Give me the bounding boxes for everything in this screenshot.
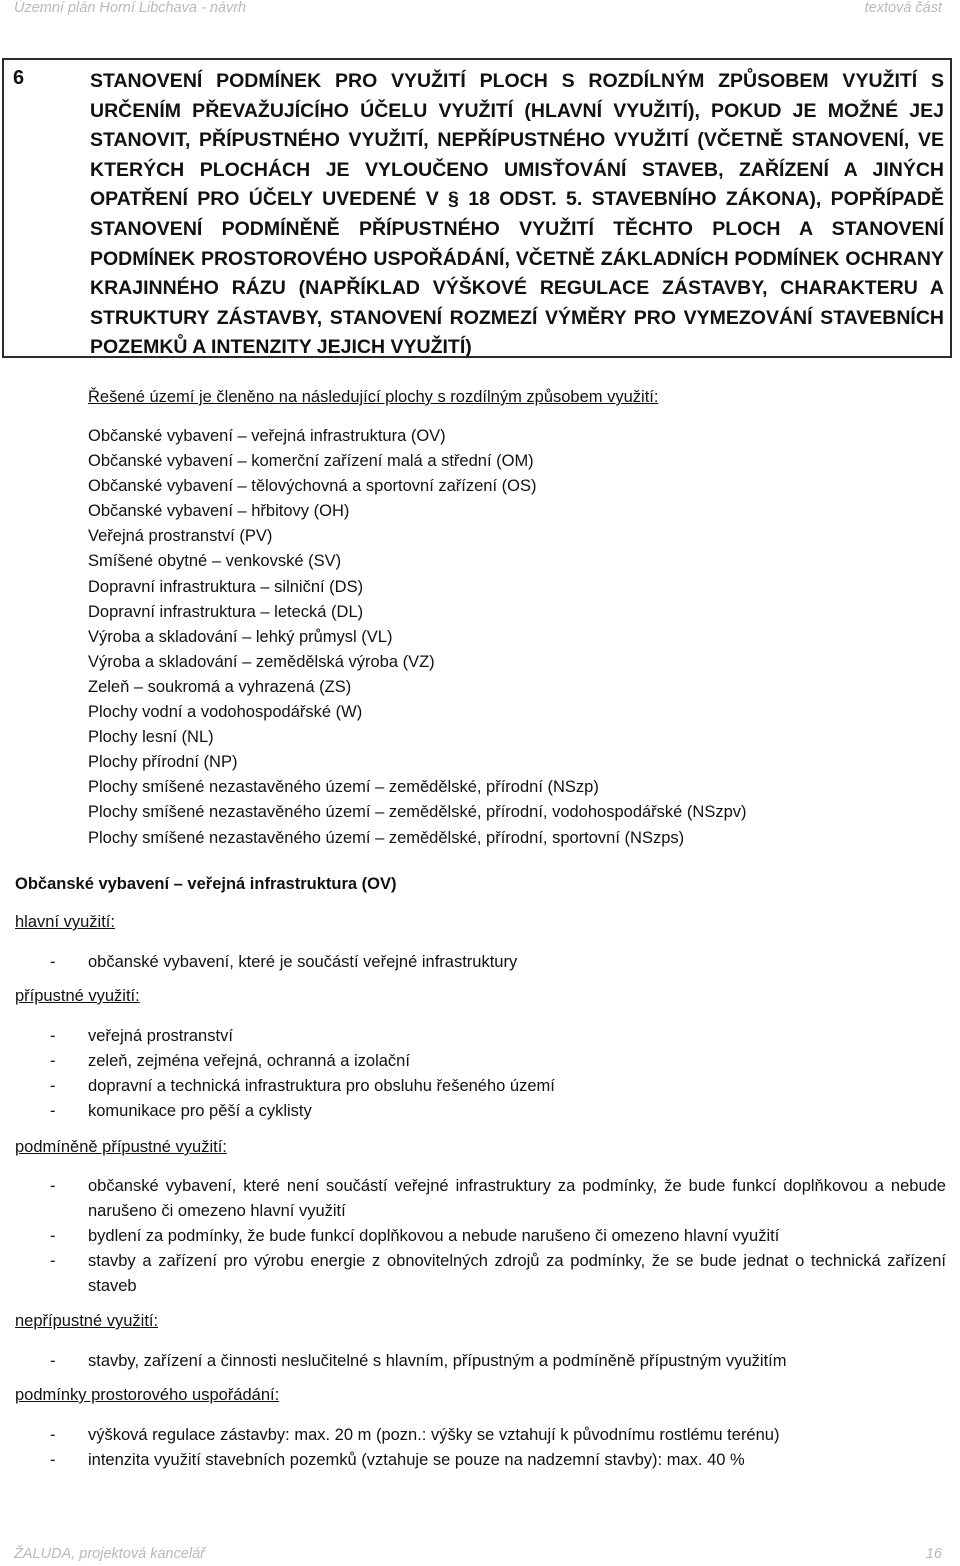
zone-list-item: Výroba a skladování – lehký průmysl (VL): [88, 627, 393, 646]
list-item: [50, 1423, 946, 1448]
zone-list-item: Plochy vodní a vodohospodářské (W): [88, 703, 363, 722]
list-item-text: veřejná prostranství: [88, 1027, 233, 1045]
conditional-use-label: podmíněně přípustné využití:: [15, 1138, 227, 1156]
zone-list-item: Dopravní infrastruktura – silniční (DS): [88, 577, 364, 596]
zone-list-item: Občanské vybavení – hřbitovy (OH): [88, 502, 350, 521]
list-item-text: komunikace pro pěší a cyklisty: [88, 1102, 312, 1120]
intro-text: Řešené území je členěno na následující plochy s rozdílným způsobem využití:: [88, 388, 659, 406]
header-document-title: Územní plán Horní Libchava - návrh: [14, 0, 247, 16]
list-item-text: občanské vybavení, které není součástí veřejné infrastruktury za podmínky, že bude funkcí doplňkovou a nebude narušeno či omezeno hlavní využití: [88, 1177, 946, 1220]
zone-list-item: Výroba a skladování – zemědělská výroba (VZ): [88, 652, 435, 671]
chapter-title: STANOVENÍ PODMÍNEK PRO VYUŽITÍ PLOCH S ROZDÍLNÝM ZPŮSOBEM VYUŽITÍ S URČENÍM PŘEVAŽUJÍCÍHO ÚČELU VYUŽITÍ (HLAVNÍ VYUŽITÍ), POKUD JE MOŽNÉ JEJ STANOVIT, PŘÍPUSTNÉHO VYUŽITÍ, NEPŘÍPUSTNÉHO VYUŽITÍ (VČETNĚ STANOVENÍ, VE KTERÝCH PLOCHÁCH JE VYLOUČENO UMISŤOVÁNÍ STAVEB, ZAŘÍZENÍ A JINÝCH OPATŘENÍ PRO ÚČELY UVEDENÉ V § 18 ODST. 5. STAVEBNÍHO ZÁKONA), POPŘÍPADĚ STANOVENÍ PODMÍNĚNĚ PŘÍPUSTNÉHO VYUŽITÍ TĚCHTO PLOCH A STANOVENÍ PODMÍNEK PROSTOROVÉHO USPOŘÁDÁNÍ, VČETNĚ ZÁKLADNÍCH PODMÍNEK OCHRANY KRAJINNÉHO RÁZU (NAPŘÍKLAD VÝŠKOVÉ REGULACE ZÁSTAVBY, CHARAKTERU A STRUKTURY ZÁSTAVBY, STANOVENÍ ROZMEZÍ VÝMĚRY PRO VYMEZOVÁNÍ STAVEBNÍCH POZEMKŮ A INTENZITY JEJICH VYUŽITÍ): [90, 70, 944, 359]
list-item: [50, 1074, 946, 1099]
list-item: [50, 1049, 946, 1074]
list-dash: -: [50, 1451, 56, 1469]
list-dash: -: [50, 1102, 56, 1120]
list-dash: -: [50, 953, 56, 971]
main-use-list: [50, 950, 946, 975]
main-use-label: hlavní využití:: [15, 913, 115, 931]
running-header: [14, 0, 942, 16]
zone-list: [88, 424, 747, 851]
list-dash: -: [50, 1252, 56, 1270]
zone-list-item: Plochy přírodní (NP): [88, 753, 238, 772]
zone-list-item: Plochy smíšené nezastavěného území – zemědělské, přírodní (NSzp): [88, 778, 599, 797]
zone-list-item: Občanské vybavení – komerční zařízení malá a střední (OM): [88, 452, 534, 471]
list-item: [50, 1349, 946, 1374]
list-item-text: občanské vybavení, které je součástí veřejné infrastruktury: [88, 953, 518, 971]
list-item: [50, 1024, 946, 1049]
list-item-text: bydlení za podmínky, že bude funkcí doplňkovou a nebude narušeno či omezeno hlavní využití: [88, 1227, 780, 1245]
zone-list-item: Smíšené obytné – venkovské (SV): [88, 552, 342, 571]
list-dash: -: [50, 1352, 56, 1370]
list-item: [50, 1099, 946, 1124]
running-footer: [14, 1546, 942, 1562]
zone-list-item: Zeleň – soukromá a vyhrazená (ZS): [88, 677, 352, 696]
list-dash: -: [50, 1426, 56, 1444]
list-item-text: intenzita využití stavebních pozemků (vztahuje se pouze na nadzemní stavby): max. 40 %: [88, 1451, 745, 1469]
list-item-text: dopravní a technická infrastruktura pro obsluhu řešeného území: [88, 1077, 555, 1095]
list-item-text: stavby, zařízení a činnosti neslučitelné s hlavním, přípustným a podmíněně přípustným využitím: [88, 1352, 787, 1370]
allowed-use-label: přípustné využití:: [15, 987, 140, 1005]
zone-list-item: Veřejná prostranství (PV): [88, 527, 273, 546]
spatial-conditions-label: podmínky prostorového uspořádání:: [15, 1386, 280, 1404]
list-dash: -: [50, 1077, 56, 1095]
header-section-label: textová část: [864, 0, 942, 16]
list-item-text: zeleň, zejména veřejná, ochranná a izolační: [88, 1052, 410, 1070]
zone-list-item: Dopravní infrastruktura – letecká (DL): [88, 602, 364, 621]
list-dash: -: [50, 1027, 56, 1045]
zone-list-item: Občanské vybavení – veřejná infrastruktura (OV): [88, 427, 446, 445]
list-dash: -: [50, 1052, 56, 1070]
zone-list-item: Plochy smíšené nezastavěného území – zemědělské, přírodní, sportovní (NSzps): [88, 828, 685, 847]
list-item: [50, 1174, 946, 1224]
list-item-text: výšková regulace zástavby: max. 20 m (pozn.: výšky se vztahují k původnímu rostlému terénu): [88, 1426, 780, 1444]
zone-list-item: Plochy smíšené nezastavěného území – zemědělské, přírodní, vodohospodářské (NSzpv): [88, 803, 747, 822]
list-item: [50, 1448, 946, 1473]
spatial-conditions-list: [50, 1423, 946, 1473]
chapter-number: 6: [13, 67, 25, 89]
list-dash: -: [50, 1177, 56, 1195]
forbidden-use-label: nepřípustné využití:: [15, 1312, 159, 1330]
list-item-text: stavby a zařízení pro výrobu energie z obnovitelných zdrojů za podmínky, že se bude jednat o technická zařízení staveb: [88, 1252, 946, 1295]
zone-list-item: Plochy lesní (NL): [88, 728, 214, 747]
list-dash: -: [50, 1227, 56, 1245]
forbidden-use-list: [50, 1349, 946, 1374]
allowed-use-list: [50, 1024, 946, 1124]
page-number: 16: [925, 1546, 942, 1562]
zone-list-item: Občanské vybavení – tělovýchovná a sportovní zařízení (OS): [88, 477, 537, 496]
list-item: [50, 950, 946, 975]
list-item: [50, 1224, 946, 1249]
footer-company: ŽALUDA, projektová kancelář: [14, 1546, 205, 1562]
chapter-heading-box: [2, 58, 952, 358]
list-item: [50, 1249, 946, 1299]
section-title: Občanské vybavení – veřejná infrastruktura (OV): [15, 875, 397, 893]
conditional-use-list: [50, 1174, 946, 1299]
